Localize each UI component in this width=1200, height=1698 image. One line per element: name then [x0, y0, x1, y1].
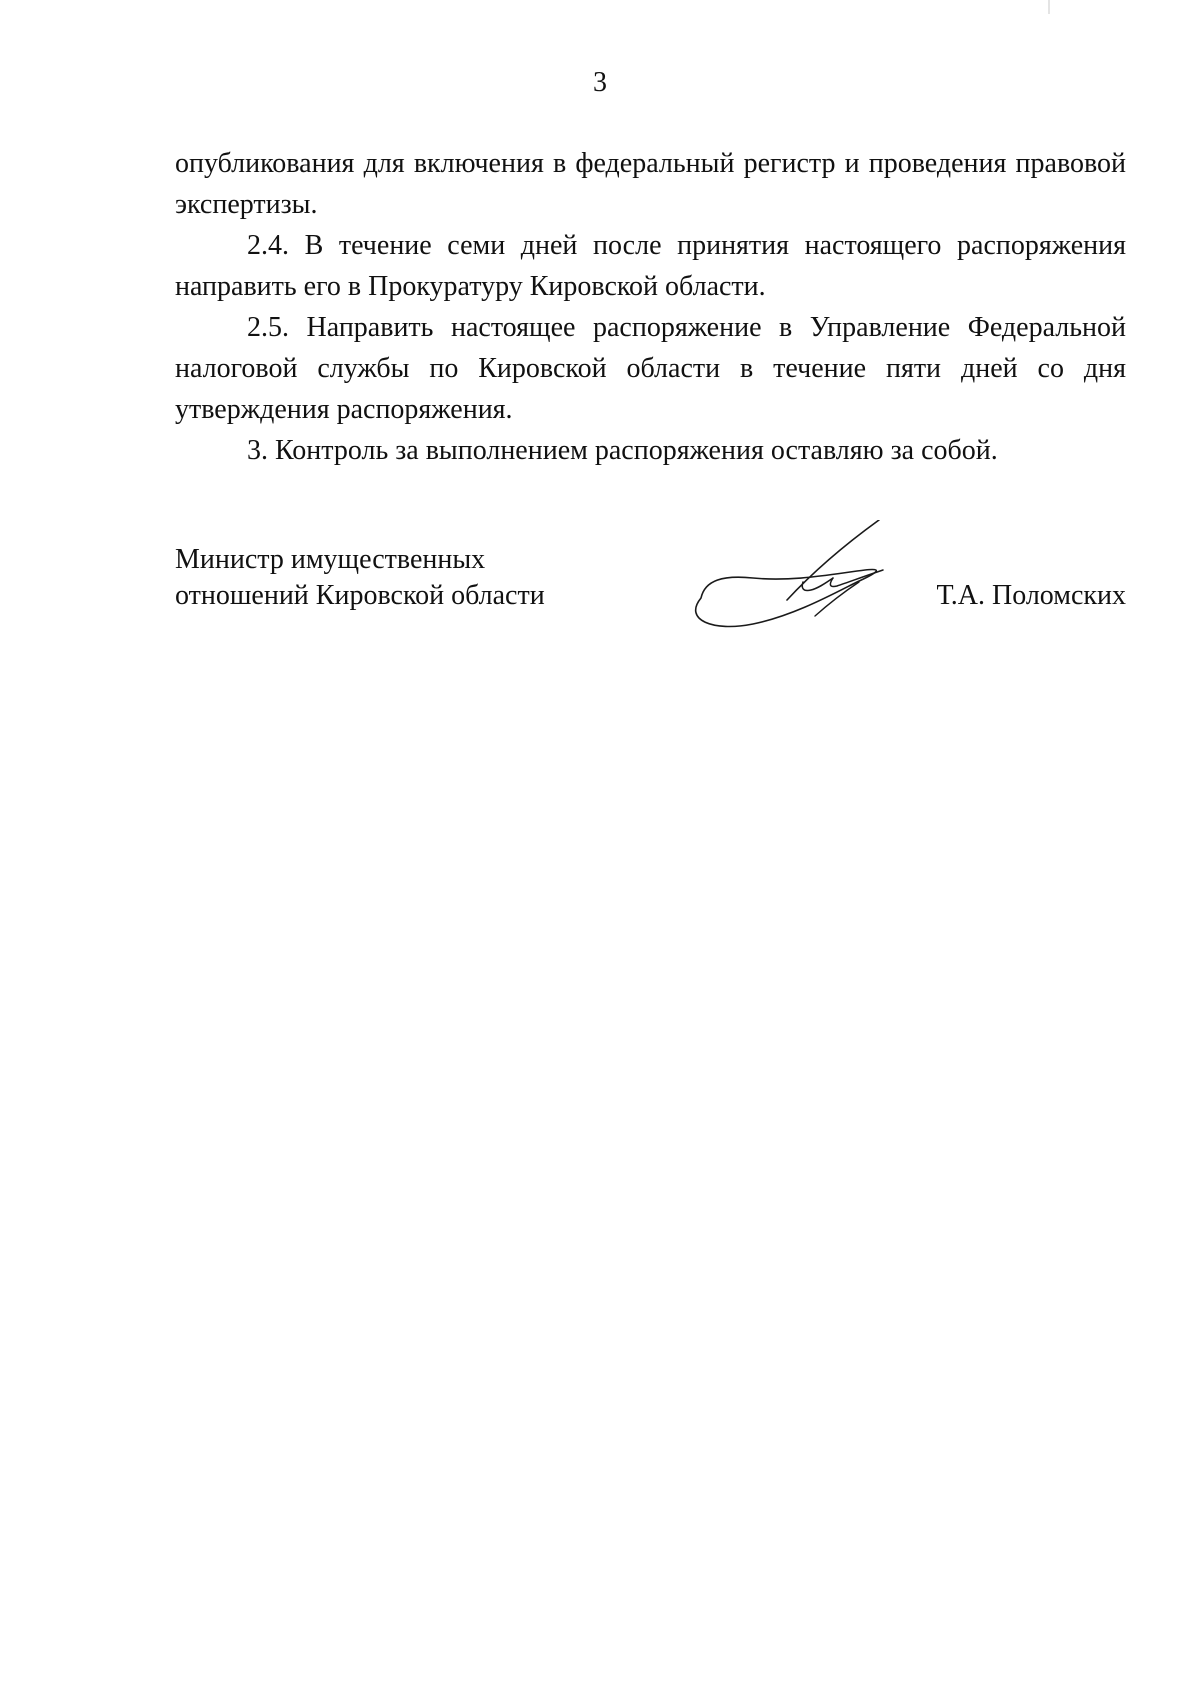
signer-name: Т.А. Поломских	[936, 580, 1126, 611]
document-body	[175, 143, 1126, 471]
scan-artifact	[1048, 0, 1050, 14]
handwritten-signature	[683, 520, 893, 630]
paragraph-continuation: опубликования для включения в федеральный регистр и проведения правовой экспертизы.	[175, 148, 1126, 220]
paragraph-item-3: 3. Контроль за выполнением распоряжения оставляю за собой.	[247, 435, 998, 466]
page-number: 3	[593, 67, 607, 98]
paragraph-item-2-5: 2.5. Направить настоящее распоряжение в Управление Федеральной налоговой службы по Кировской области в течение пяти дней со дня утверждения распоряжения.	[175, 312, 1126, 425]
paragraph-item-2-4: 2.4. В течение семи дней после принятия настоящего распоряжения направить его в Прокуратуру Кировской области.	[175, 230, 1126, 302]
signer-position	[175, 542, 545, 614]
signer-position-line-2: отношений Кировской области	[175, 580, 545, 611]
signer-position-line-1: Министр имущественных	[175, 544, 486, 575]
signature-block	[175, 542, 1126, 632]
